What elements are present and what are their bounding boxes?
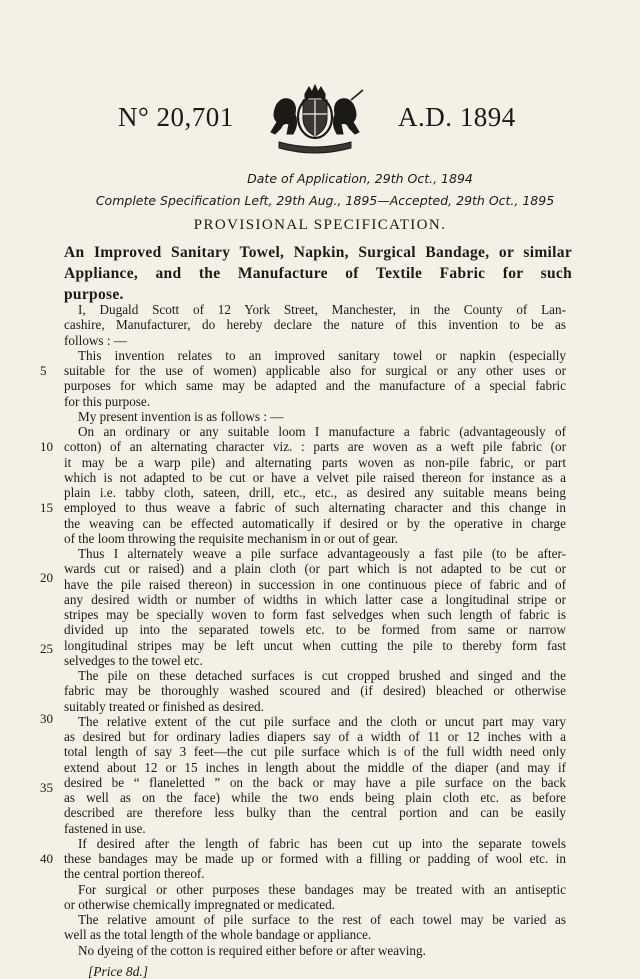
document-header xyxy=(0,84,640,154)
body-line: The relative amount of pile surface to the rest of each towel may be varied as xyxy=(78,912,566,927)
body-line: This invention relates to an improved sanitary towel or napkin (especially xyxy=(78,347,566,363)
line-number: 35 xyxy=(40,780,53,795)
body-line: of the loom throwing the requisite mechanism in or out of gear. xyxy=(64,530,399,546)
line-number: 5 xyxy=(40,363,47,378)
specification-body xyxy=(64,302,566,979)
body-line: suitably treated or finished as desired. xyxy=(64,698,264,714)
body-line: follows : — xyxy=(64,332,128,348)
invention-title xyxy=(64,242,572,305)
body-line: the central portion thereof. xyxy=(64,866,205,882)
price-label: [Price 8d.] xyxy=(88,963,148,979)
body-line: Thus I alternately weave a pile surface advantageously a fast pile (to be after- xyxy=(78,546,566,561)
patent-year: A.D. 1894 xyxy=(398,102,516,132)
body-line: purposes for which same may be adapted and the manufacture of a special fabric xyxy=(64,378,566,394)
body-line: the weaving can be effected automatically if desired or by the operative in charge xyxy=(64,515,566,531)
body-line: which is not adapted to be cut or have a velvet pile raised thereon for instance as a xyxy=(64,469,566,485)
body-line: My present invention is as follows : — xyxy=(78,408,284,424)
line-number: 40 xyxy=(40,851,53,866)
body-line: For surgical or other purposes these bandages may be treated with an antiseptic xyxy=(78,881,566,897)
body-line: stripes may be specially woven to form fast selvedges when such length of fabric is xyxy=(64,607,566,622)
body-line: it may be a warp pile) and alternating parts woven as non-pile fabric, or part xyxy=(64,454,566,470)
body-line: The relative extent of the cut pile surface and the cloth or uncut part may vary xyxy=(78,713,566,729)
body-line: have the pile raised thereon) in succession in one continuous piece of fabric and of xyxy=(64,576,566,592)
body-line: total length of say 3 feet—the cut pile surface which is of the full width need only xyxy=(64,744,566,760)
body-line: plain i.e. tabby cloth, sateen, drill, etc., etc., as desired any suitable means being xyxy=(64,485,566,500)
title-line: An Improved Sanitary Towel, Napkin, Surgical Bandage, or similar xyxy=(64,244,572,261)
body-line: as desired but for ordinary ladies diapers say of a width of 11 or 12 inches with a xyxy=(64,729,566,744)
line-number: 15 xyxy=(40,500,53,515)
body-line: longitudinal stripes may be left uncut when cutting the pile to thereby form fast xyxy=(64,637,566,653)
body-line: fabric may be thoroughly washed scoured and (if desired) bleached or otherwise xyxy=(64,683,566,699)
application-dates xyxy=(0,168,640,212)
body-line: selvedges to the towel etc. xyxy=(64,652,203,668)
body-line: as well as on the face) while the two ends being plain cloth etc. as before xyxy=(64,790,566,805)
body-line: these bandages may be made up or formed with a filling or padding of wool etc. in xyxy=(64,851,566,866)
body-line: well as the total length of the whole bandage or appliance. xyxy=(64,927,372,943)
patent-number: N° 20,701 xyxy=(118,102,234,132)
body-line: described are therefore less bulky than the central portion and can be easily xyxy=(64,805,566,821)
line-number: 25 xyxy=(40,641,53,656)
body-line: No dyeing of the cotton is required either before or after weaving. xyxy=(78,942,426,958)
body-line: If desired after the length of fabric has been cut up into the separate towels xyxy=(78,835,566,851)
body-line: cashire, Manufacturer, do hereby declare the nature of this invention to be as xyxy=(64,317,566,333)
body-line: The pile on these detached surfaces is cut cropped brushed and singed and the xyxy=(78,668,566,683)
body-line: suitable for the use of women) applicable also for surgical or any other uses or xyxy=(64,363,566,378)
royal-coat-of-arms xyxy=(255,84,375,154)
provisional-specification-heading: PROVISIONAL SPECIFICATION. xyxy=(193,217,447,233)
body-line: fastened in use. xyxy=(64,820,146,836)
body-line: I, Dugald Scott of 12 York Street, Manchester, in the County of Lan- xyxy=(78,302,566,317)
date-of-application: Date of Application, 29th Oct., 1894 xyxy=(247,171,473,186)
body-line: or otherwise chemically impregnated or medicated. xyxy=(64,896,335,912)
body-line: employed to thus weave a fabric of such alternating character and this change in xyxy=(64,500,566,516)
body-line: On an ordinary or any suitable loom I manufacture a fabric (advantageously of xyxy=(78,424,566,439)
body-line: divided up into the separated towels etc. to be formed from same or narrow xyxy=(64,622,566,638)
line-number: 10 xyxy=(40,439,53,454)
title-line: Appliance, and the Manufacture of Textile Fabric for such xyxy=(64,265,572,282)
body-line: cotton) of an alternating character viz. : parts are woven as a weft pile fabric (or xyxy=(64,439,566,455)
body-line: desired be “ flaneletted ” on the back or may have a pile surface on the back xyxy=(64,774,566,790)
body-line: wards cut or raised) and a plain cloth (or part which is not adapted to be cut or xyxy=(64,561,566,577)
line-number: 30 xyxy=(40,711,53,726)
body-line: any desired width or number of widths in which latter case a longitudinal stripe or xyxy=(64,591,566,607)
title-line: purpose. xyxy=(64,286,124,303)
line-number: 20 xyxy=(40,570,53,585)
complete-specification-date: Complete Specification Left, 29th Aug., 1895—Accepted, 29th Oct., 1895 xyxy=(95,193,555,208)
body-line: for this purpose. xyxy=(64,393,151,409)
body-line: extend about 12 or 15 inches in length about the middle of the diaper (and may if xyxy=(64,759,566,775)
